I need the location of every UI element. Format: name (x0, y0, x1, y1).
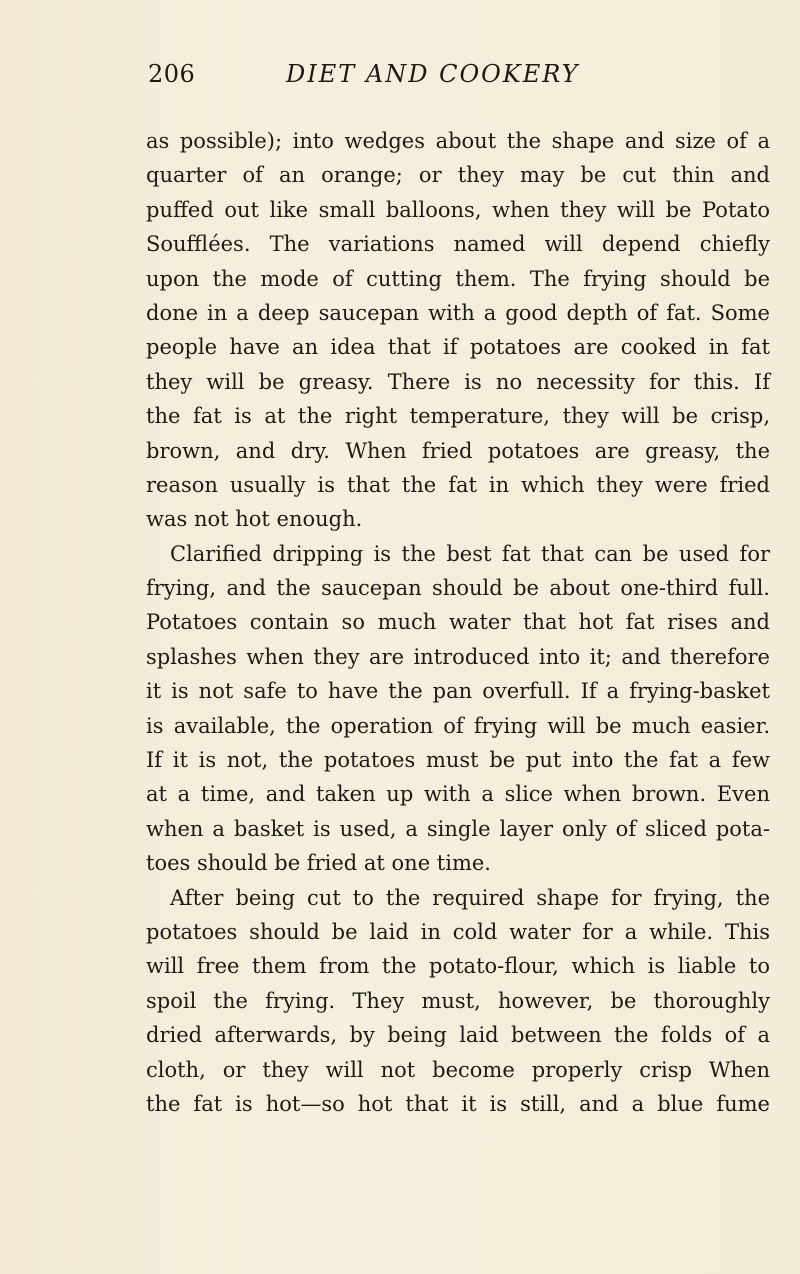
text-line: spoil the frying. They must, however, be thoroughly (146, 988, 770, 1013)
text-line: will free them from the potato-flour, which is liable to (146, 954, 770, 979)
body-text (146, 124, 770, 1121)
text-line: toes should be fried at one time. (146, 851, 491, 876)
text-line: upon the mode of cutting them. The frying should be (146, 266, 770, 291)
text-line: it is not safe to have the pan overfull. If a frying-basket (146, 679, 770, 704)
text-line: brown, and dry. When fried potatoes are greasy, the (146, 438, 770, 463)
text-line: dried afterwards, by being laid between the folds of a (146, 1023, 770, 1048)
running-title: DIET AND COOKERY (286, 60, 580, 88)
text-line: quarter of an orange; or they may be cut thin and (146, 163, 770, 188)
page-header (148, 60, 768, 94)
text-line: puffed out like small balloons, when they will be Potato (146, 197, 770, 222)
text-line: at a time, and taken up with a slice when brown. Even (146, 782, 770, 807)
text-line: Soufflées. The variations named will depend chiefly (146, 232, 770, 257)
page-number: 206 (148, 60, 196, 88)
text-line: cloth, or they will not become properly crisp When (146, 1057, 770, 1082)
text-line: they will be greasy. There is no necessity for this. If (146, 369, 770, 394)
text-line: people have an idea that if potatoes are cooked in fat (146, 335, 770, 360)
text-line: If it is not, the potatoes must be put into the fat a few (146, 748, 770, 773)
text-line: the fat is hot—so hot that it is still, and a blue fume (146, 1091, 770, 1116)
text-line: After being cut to the required shape for frying, the (170, 885, 770, 910)
text-line: splashes when they are introduced into it; and therefore (146, 644, 770, 669)
text-line: the fat is at the right temperature, they will be crisp, (146, 404, 770, 429)
text-line: as possible); into wedges about the shape and size of a (146, 129, 770, 153)
text-line: done in a deep saucepan with a good depth of fat. Some (146, 300, 770, 325)
text-line: Clarified dripping is the best fat that can be used for (170, 541, 770, 566)
text-line: frying, and the saucepan should be about one-third full. (146, 576, 770, 601)
text-line: potatoes should be laid in cold water for a while. This (146, 919, 770, 944)
text-line: is available, the operation of frying will be much easier. (146, 713, 770, 738)
text-line: Potatoes contain so much water that hot fat rises and (146, 610, 770, 635)
text-line: reason usually is that the fat in which they were fried (146, 472, 770, 497)
text-line: when a basket is used, a single layer only of sliced pota- (146, 816, 770, 841)
text-line: was not hot enough. (146, 507, 363, 532)
